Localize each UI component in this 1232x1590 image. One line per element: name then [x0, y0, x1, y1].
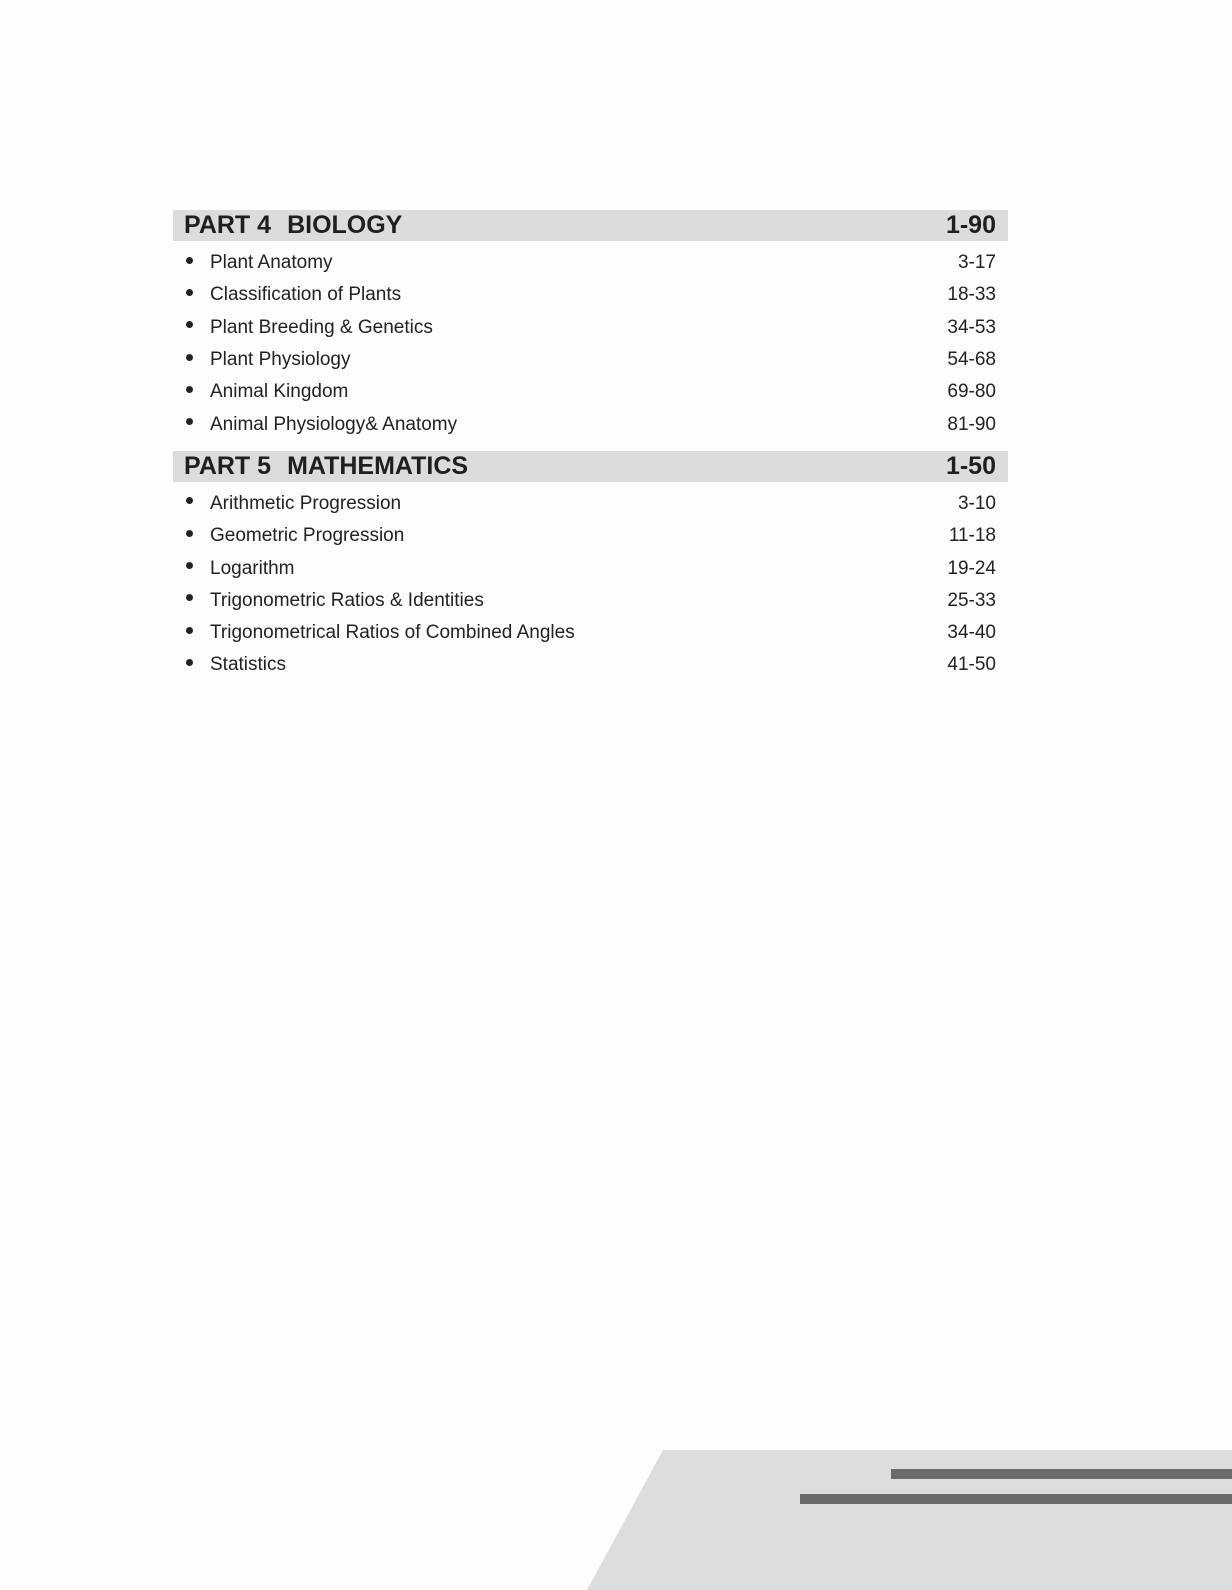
part-page-range: 1-90 [945, 211, 996, 239]
chapter-pages: 25-33 [947, 589, 996, 611]
chapter-pages: 81-90 [947, 413, 996, 435]
chapter-pages: 34-40 [947, 622, 996, 644]
part-number: PART 5 [184, 451, 272, 480]
chapter-title: Trigonometric Ratios & Identities [210, 589, 484, 611]
chapter-title: Geometric Progression [210, 525, 405, 547]
chapter-title: Classification of Plants [210, 284, 402, 306]
chapter-title: Animal Physiology& Anatomy [210, 413, 458, 435]
part-subject: MATHEMATICS [287, 451, 469, 480]
chapter-title: Plant Anatomy [210, 252, 333, 274]
chapter-pages: 19-24 [947, 557, 996, 579]
chapter-pages: 11-18 [948, 525, 996, 547]
part-number: PART 4 [184, 211, 272, 239]
chapter-title: Arithmetic Progression [210, 492, 402, 514]
chapter-pages: 34-53 [947, 316, 996, 338]
part-subject: BIOLOGY [287, 211, 403, 239]
chapter-title: Trigonometrical Ratios of Combined Angles [210, 622, 575, 644]
chapter-title: Plant Breeding & Genetics [210, 316, 433, 338]
chapter-title: Logarithm [210, 557, 295, 579]
chapter-pages: 3-17 [957, 252, 996, 274]
corner-bar-top [891, 1469, 1232, 1479]
corner-bar-bottom [800, 1494, 1232, 1504]
chapter-title: Statistics [210, 654, 287, 676]
chapter-title: Animal Kingdom [210, 381, 349, 403]
chapter-pages: 3-10 [957, 492, 996, 514]
chapter-pages: 69-80 [947, 381, 996, 403]
part-page-range: 1-50 [945, 451, 996, 480]
chapter-title: Plant Physiology [210, 349, 351, 371]
chapter-pages: 41-50 [947, 654, 996, 676]
chapter-pages: 54-68 [947, 349, 996, 371]
chapter-pages: 18-33 [947, 284, 996, 306]
